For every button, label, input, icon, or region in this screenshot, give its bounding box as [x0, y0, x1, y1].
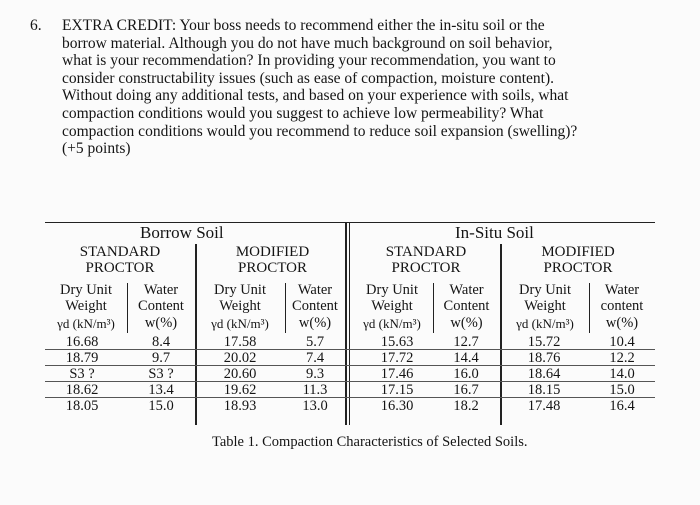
col-header-unit: γd (kN/m³) — [211, 316, 269, 331]
table-cell: S3 ? — [148, 366, 174, 382]
col-header-unit: Dry Unit — [519, 282, 571, 298]
col-header-unit: Weight — [524, 298, 566, 314]
question-line: consider constructability issues (such as ease of compaction, moisture content). — [62, 69, 554, 87]
col-header-water: content — [600, 298, 644, 314]
table-cell: 5.7 — [305, 334, 325, 350]
table-cell: 15.0 — [148, 398, 174, 414]
col-header-water: w(%) — [605, 315, 639, 331]
table-cell: 18.76 — [527, 350, 561, 366]
col-header-unit: Dry Unit — [214, 282, 266, 298]
table-cell: 12.7 — [453, 334, 479, 350]
compaction-table — [45, 222, 655, 427]
col-header-water: w(%) — [144, 315, 178, 331]
question-line: borrow material. Although you do not have much background on soil behavior, — [62, 34, 553, 52]
col-header-unit: γd (kN/m³) — [57, 316, 115, 331]
col-header-unit: γd (kN/m³) — [516, 316, 574, 331]
question-number: 6. — [30, 17, 42, 34]
col-header-unit: Weight — [371, 298, 413, 314]
table-cell: 13.4 — [148, 382, 174, 398]
table-cell: 11.3 — [302, 382, 328, 398]
col-header-unit: γd (kN/m³) — [363, 316, 421, 331]
table-cell: 13.0 — [302, 398, 328, 414]
table-cell: 10.4 — [609, 334, 635, 350]
col-header-water: Water — [449, 282, 484, 298]
col-header-unit: Dry Unit — [60, 282, 112, 298]
table-cell: 16.4 — [609, 398, 635, 414]
table-cell: 14.4 — [453, 350, 479, 366]
col-header-water: Water — [604, 282, 640, 298]
table-cell: 16.68 — [65, 334, 99, 350]
table-cell: 17.58 — [223, 334, 257, 350]
table-cell: 18.62 — [65, 382, 99, 398]
table-cell: 16.7 — [453, 382, 479, 398]
table-cell: 9.7 — [151, 350, 171, 366]
question-line: Without doing any additional tests, and based on your experience with soils, what — [62, 87, 569, 105]
table-cell: 19.62 — [223, 382, 257, 398]
col-header-water: Content — [443, 298, 490, 314]
question-text — [62, 17, 670, 158]
question-line: EXTRA CREDIT: Your boss needs to recommend either the in-situ soil or the — [62, 17, 545, 34]
table-cell: 18.93 — [223, 398, 257, 414]
table-cell: 16.30 — [380, 398, 414, 414]
test-header: PROCTOR — [543, 260, 613, 276]
col-header-unit: Weight — [65, 298, 107, 314]
col-header-unit: Dry Unit — [366, 282, 418, 298]
question-line: compaction conditions would you recommend to reduce soil expansion (swelling)? — [62, 122, 578, 140]
col-header-water: Content — [138, 298, 184, 314]
col-header-water: w(%) — [298, 315, 332, 331]
subcol-divider — [433, 283, 434, 333]
table-cell: 15.72 — [527, 334, 561, 350]
table-cell: 8.4 — [151, 334, 171, 350]
col-header-water: Water — [297, 282, 333, 298]
table-cell: 7.4 — [305, 350, 325, 366]
table-cell: 17.46 — [380, 366, 414, 382]
subcol-divider — [127, 283, 128, 333]
table-cell: 20.60 — [223, 366, 257, 382]
table-cell: 18.15 — [527, 382, 561, 398]
question-line: compaction conditions would you suggest to achieve low permeability? What — [62, 104, 544, 122]
col-header-water: Water — [143, 282, 179, 298]
table-caption: Table 1. Compaction Characteristics of Selected Soils. — [212, 434, 528, 450]
table-cell: 18.05 — [65, 398, 99, 414]
test-header: STANDARD — [385, 244, 467, 260]
table-cell: 18.79 — [65, 350, 99, 366]
table-cell: 18.64 — [527, 366, 561, 382]
question-line: (+5 points) — [62, 140, 131, 158]
group-header-insitu: In-Situ Soil — [455, 223, 534, 242]
table-cell: 17.15 — [380, 382, 414, 398]
test-header: STANDARD — [79, 244, 161, 260]
table-cell: 18.2 — [453, 398, 479, 414]
table-cell: 15.0 — [609, 382, 635, 398]
table-cell: 12.2 — [609, 350, 635, 366]
table-cell: 20.02 — [223, 350, 257, 366]
table-cell: 17.72 — [380, 350, 414, 366]
test-header: PROCTOR — [391, 260, 461, 276]
table-cell: 17.48 — [527, 398, 561, 414]
table-cell: 14.0 — [609, 366, 635, 382]
table-cell: S3 ? — [69, 366, 95, 382]
col-header-water: Content — [292, 298, 338, 314]
test-header: PROCTOR — [238, 260, 307, 276]
question-block — [30, 17, 670, 158]
table-cell: 16.0 — [453, 366, 479, 382]
question-line: what is your recommendation? In providing your recommendation, you want to — [62, 52, 556, 70]
subcol-divider — [285, 283, 286, 333]
test-header: PROCTOR — [85, 260, 155, 276]
table-cell: 9.3 — [305, 366, 325, 382]
test-header: MODIFIED — [541, 244, 615, 260]
col-header-unit: Weight — [219, 298, 261, 314]
subcol-divider — [589, 283, 590, 333]
test-header: MODIFIED — [235, 244, 310, 260]
table-cell: 15.63 — [380, 334, 414, 350]
col-header-water: w(%) — [450, 315, 483, 331]
group-header-borrow: Borrow Soil — [140, 223, 224, 242]
